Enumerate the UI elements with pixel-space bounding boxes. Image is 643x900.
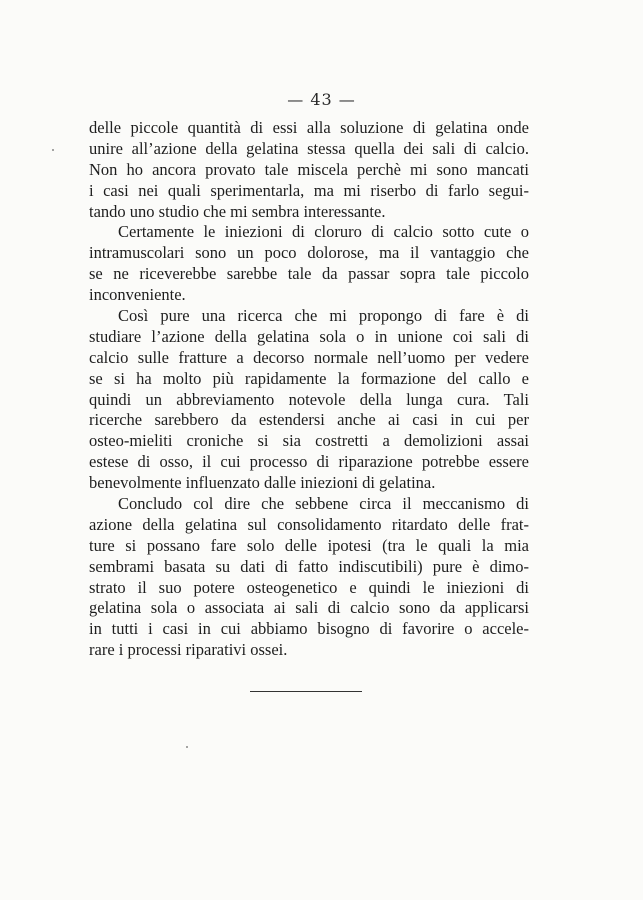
scan-speck [52, 149, 54, 151]
text-line: ricerche sarebbero da estendersi anche ai casi in cui per [89, 410, 529, 430]
text-line: se ne riceverebbe sarebbe tale da passar sopra tale piccolo [89, 264, 529, 284]
text-line: rare i processi riparativi ossei. [89, 640, 288, 660]
text-line: se si ha molto più rapidamente la formazione del callo e [89, 368, 529, 388]
text-line: in tutti i casi in cui abbiamo bisogno di favorire o accele- [89, 619, 529, 639]
text-line: intramuscolari sono un poco dolorose, ma il vantaggio che [89, 243, 529, 263]
text-line: studiare l’azione della gelatina sola o in unione coi sali di [89, 326, 529, 346]
text-line: quindi un abbreviamento notevole della lunga cura. Tali [89, 389, 529, 409]
text-line: Non ho ancora provato tale miscela perchè mi sono mancati [89, 159, 529, 179]
text-line: unire all’azione della gelatina stessa quella dei sali di calcio. [89, 138, 529, 158]
text-line: azione della gelatina sul consolidamento ritardato delle frat- [89, 514, 529, 534]
text-line: ture si possano fare solo delle ipotesi (tra le quali la mia [89, 535, 529, 555]
paragraph-3 [89, 306, 529, 494]
end-rule [250, 691, 362, 692]
text-line: Concludo col dire che sebbene circa il meccanismo di [118, 494, 529, 514]
paragraph-1 [89, 118, 529, 222]
text-line: i casi nei quali sperimentarla, ma mi riserbo di farlo segui- [89, 180, 529, 200]
text-line: inconveniente. [89, 285, 186, 305]
text-line: strato il suo potere osteogenetico e quindi le iniezioni di [89, 577, 529, 597]
text-line: tando uno studio che mi sembra interessante. [89, 201, 386, 221]
page-number: — 43 — [287, 90, 356, 109]
text-line: delle piccole quantità di essi alla soluzione di gelatina onde [89, 118, 529, 137]
text-line: sembrami basata su dati di fatto indiscutibili) pure è dimo- [89, 556, 529, 576]
text-line: calcio sulle fratture a decorso normale nell’uomo per vedere [89, 347, 529, 367]
text-line: benevolmente influenzato dalle iniezioni di gelatina. [89, 473, 436, 493]
body-text [89, 118, 529, 661]
paragraph-2 [89, 222, 529, 306]
text-line: gelatina sola o associata ai sali di calcio sono da applicarsi [89, 598, 529, 618]
text-line: estese di osso, il cui processo di riparazione potrebbe essere [89, 452, 529, 472]
paragraph-4 [89, 494, 529, 661]
scan-speck [186, 746, 188, 748]
text-line: Certamente le iniezioni di cloruro di calcio sotto cute o [118, 222, 529, 242]
text-line: Così pure una ricerca che mi propongo di fare è di [118, 306, 529, 326]
text-line: osteo-mieliti croniche si sia costretti a demolizioni assai [89, 431, 529, 451]
